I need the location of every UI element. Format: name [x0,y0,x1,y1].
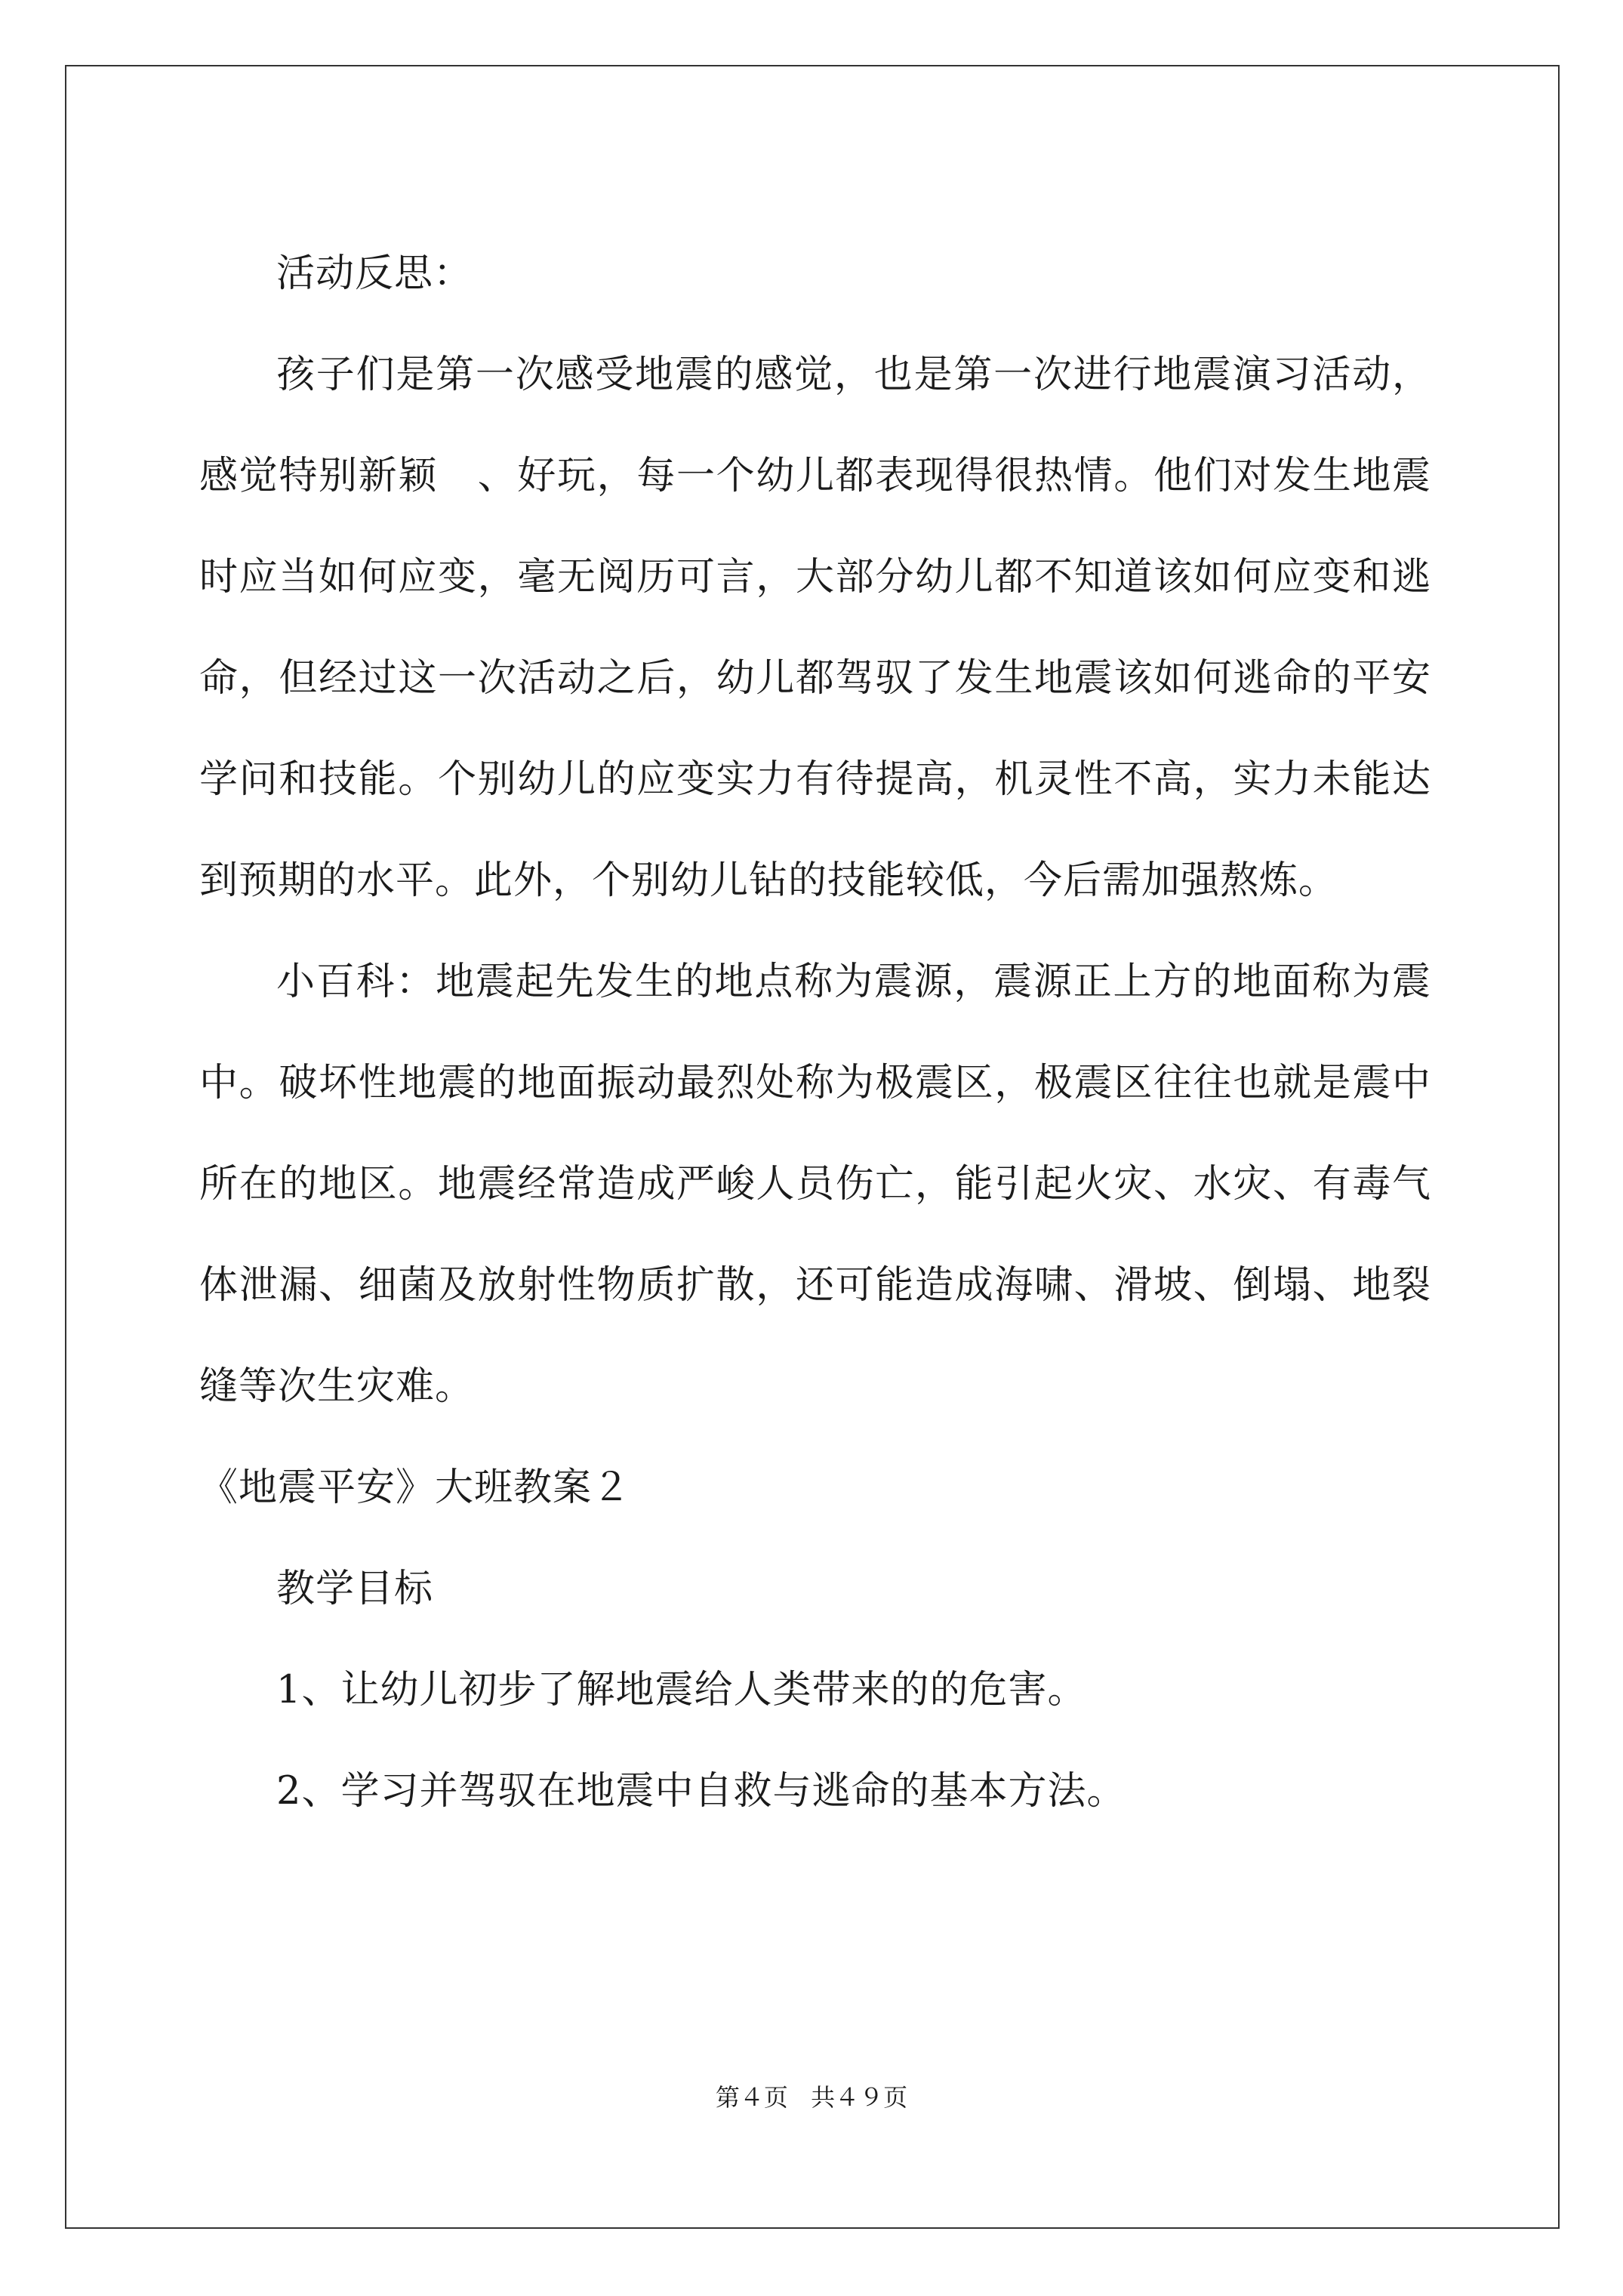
goal-item-1: 1、让幼儿初步了解地震给人类带来的的危害。 [276,1668,1087,1712]
goal-item-2: 2、学习并驾驭在地震中自救与逃命的基本方法。 [276,1769,1126,1814]
page-total: 共４９页 [811,2083,908,2112]
page-number: 第４页 [715,2083,788,2112]
section-heading-teaching-goals: 教学目标 [276,1567,434,1611]
page-footer [0,2082,1623,2113]
paragraph-reflection-body: 孩子们是第一次感受地震的感觉，也是第一次进行地震演习活动，感觉特别新颖 、好玩，每一个幼儿都表现得很热情。他们对发生地震时应当如何应变，毫无阅历可言，大部分幼儿都不知道该如何应变和逃命，但经过这一次活动之后，幼儿都驾驭了发生地震该如何逃命的平安学问和技能。个别幼儿的应变实力有待提高，机灵性不高，实力未能达到预期的水平。此外，个别幼儿钻的技能较低，今后需加强熬炼。 [199,353,1431,903]
document-body [199,223,1431,1842]
lesson-plan-title: 《地震平安》大班教案２ [199,1465,632,1510]
paragraph-encyclopedia: 小百科：地震起先发生的地点称为震源，震源正上方的地面称为震中。破坏性地震的地面振动最烈处称为极震区，极震区往往也就是震中所在的地区。地震经常造成严峻人员伤亡，能引起火灾、水灾、有毒气体泄漏、细菌及放射性物质扩散，还可能造成海啸、滑坡、倒塌、地裂缝等次生灾难。 [199,960,1431,1409]
paragraph-reflection-heading: 活动反思： [276,251,473,296]
